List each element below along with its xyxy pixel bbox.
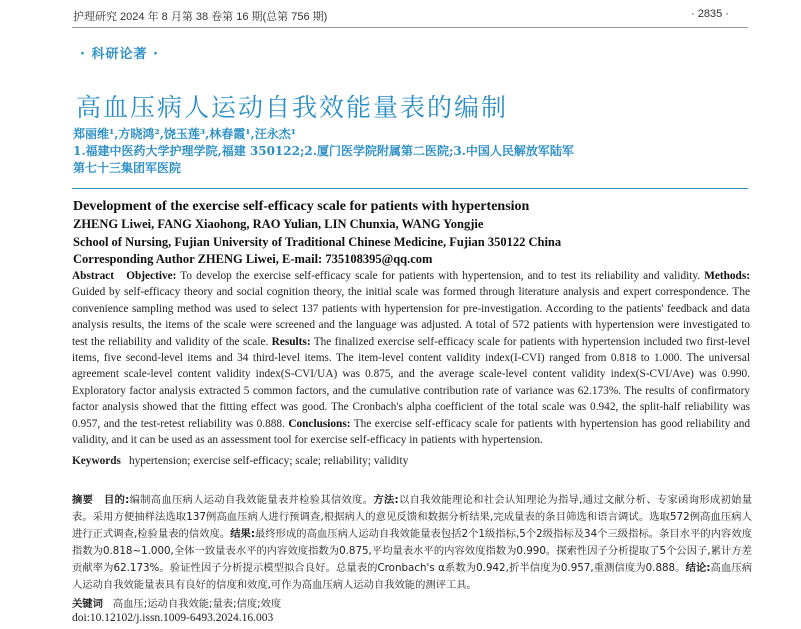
abstract-cn bbox=[72, 492, 752, 594]
affiliation-cn-line1: 1.福建中医药大学护理学院,福建 350122;2.厦门医学院附属第二医院;3.中国人民解放军陆军 bbox=[73, 144, 574, 158]
objective-cn-text: 编制高血压病人运动自我效能量表并检验其信效度。 bbox=[129, 494, 374, 506]
affiliation-cn-line2: 第七十三集团军医院 bbox=[73, 161, 182, 175]
objective-text: To develop the exercise self-efficacy scale for patients with hypertension, and to test its reliability and validity. bbox=[176, 270, 701, 282]
journal-header: 护理研究 2024 年 8 月第 38 卷第 16 期(总第 756 期) bbox=[73, 11, 328, 23]
header-divider bbox=[72, 27, 748, 28]
conclusions-cn-text: 高血压病人运动自我效能量表具有良好的信度和效度,可作为高血压病人运动自我效能的测评工具。 bbox=[72, 562, 753, 591]
results-text: The finalized exercise self-efficacy scale for patients with hypertension included two first-level items, five second-level items and 34 third-level items. The item-level content validity index(I-CVI) ranged from 0.818 to 1.000. The universal agreement scale-level content validity index(S-CVI/UA) was 0.875, and the average scale-level content validity index(S-CVI/Ave) was 0.990. Exploratory factor analysis extracted 5 common factors, and the cumulative contribution rate of variance was 62.173%. The results of confirmatory factor analysis showed that the fitting effect was good. The Cronbach's alpha coefficient of the total scale was 0.942, the split-half reliability was 0.957, and the test-retest reliability was 0.888. bbox=[72, 335, 751, 430]
keywords-cn bbox=[72, 595, 281, 610]
authors-cn: 郑丽维¹,方晓鸿²,饶玉莲³,林春霞¹,汪永杰¹ bbox=[73, 127, 296, 141]
abstract-label: Abstract bbox=[72, 270, 115, 282]
methods-cn-text: 以自我效能理论和社会认知理论为指导,通过文献分析、专家函询形成初始量表。采用方便抽样法选取137例高血压病人进行预调查,根据病人的意见反馈和数据分析结果,完成量表的条目筛选和语言调试。选取572例高血压病人进行正式调查,检验量表的信效度。 bbox=[72, 494, 753, 540]
keywords-label: Keywords bbox=[72, 455, 121, 467]
keywords-text: hypertension; exercise self-efficacy; scale; reliability; validity bbox=[128, 455, 409, 467]
methods-label: Methods: bbox=[704, 270, 750, 282]
results-label: Results: bbox=[271, 335, 311, 348]
title-divider bbox=[72, 188, 748, 189]
affiliation-en: School of Nursing, Fujian University of Traditional Chinese Medicine, Fujian 350122 China bbox=[73, 235, 562, 249]
conclusions-label: Conclusions: bbox=[288, 417, 351, 430]
authors-en: ZHENG Liwei, FANG Xiaohong, RAO Yulian, LIN Chunxia, WANG Yongjie bbox=[73, 217, 484, 231]
objective-cn-label: 目的: bbox=[103, 494, 130, 506]
keywords-cn-label: 关键词 bbox=[72, 598, 103, 610]
doi[interactable]: doi:10.12102/j.issn.1009-6493.2024.16.003 bbox=[72, 612, 274, 624]
objective-label: Objective: bbox=[126, 270, 177, 282]
conclusions-cn-label: 结论: bbox=[685, 562, 711, 574]
abstract-cn-label: 摘要 bbox=[72, 494, 94, 506]
conclusions-text: The exercise self-efficacy scale for patients with hypertension has good reliability and validity, and it can be used as an assessment tool for exercise self-efficacy in patients with hypertension. bbox=[72, 417, 751, 447]
keywords-cn-text: 高血压;运动自我效能;量表;信度;效度 bbox=[112, 598, 282, 610]
methods-text: Guided by self-efficacy theory and social cognition theory, the initial scale was formed through literature analysis and expert correspondence. The convenience sampling method was used to select 137 patients with hypertension for pre-investigation. According to the patients' feedback and data analysis results, the items of the scale were screened and the language was adjusted. A total of 572 patients with hypertension were investigated to test the reliability and validity of the scale. bbox=[72, 286, 750, 348]
abstract-en bbox=[72, 268, 750, 448]
results-cn-text: 最终形成的高血压病人运动自我效能量表包括2个1级指标,5个2级指标及34个三级指标。条目水平的内容效度指数为0.818~1.000,全体一致量表水平的内容效度指数为0.875,平均量表水平的内容效度指数为0.990。探索性因子分析提取了5个公因子,累计方差贡献率为62.173%。验证性因子分析提示模型拟合良好。总量表的Cronbach's α系数为0.942,折半信度为0.957,重测信度为0.888。 bbox=[72, 528, 752, 574]
page-number: · 2835 · bbox=[691, 8, 729, 20]
results-cn-label: 结果: bbox=[230, 528, 255, 540]
section-label: · 科研论著 · bbox=[80, 47, 159, 62]
methods-cn-label: 方法: bbox=[373, 494, 399, 506]
title-cn: 高血压病人运动自我效能量表的编制 bbox=[76, 93, 509, 122]
corresponding-author: Corresponding Author ZHENG Liwei, E-mail: 735108395@qq.com bbox=[73, 252, 433, 266]
title-en: Development of the exercise self-efficacy scale for patients with hypertension bbox=[73, 199, 530, 214]
keywords-en bbox=[72, 455, 408, 467]
